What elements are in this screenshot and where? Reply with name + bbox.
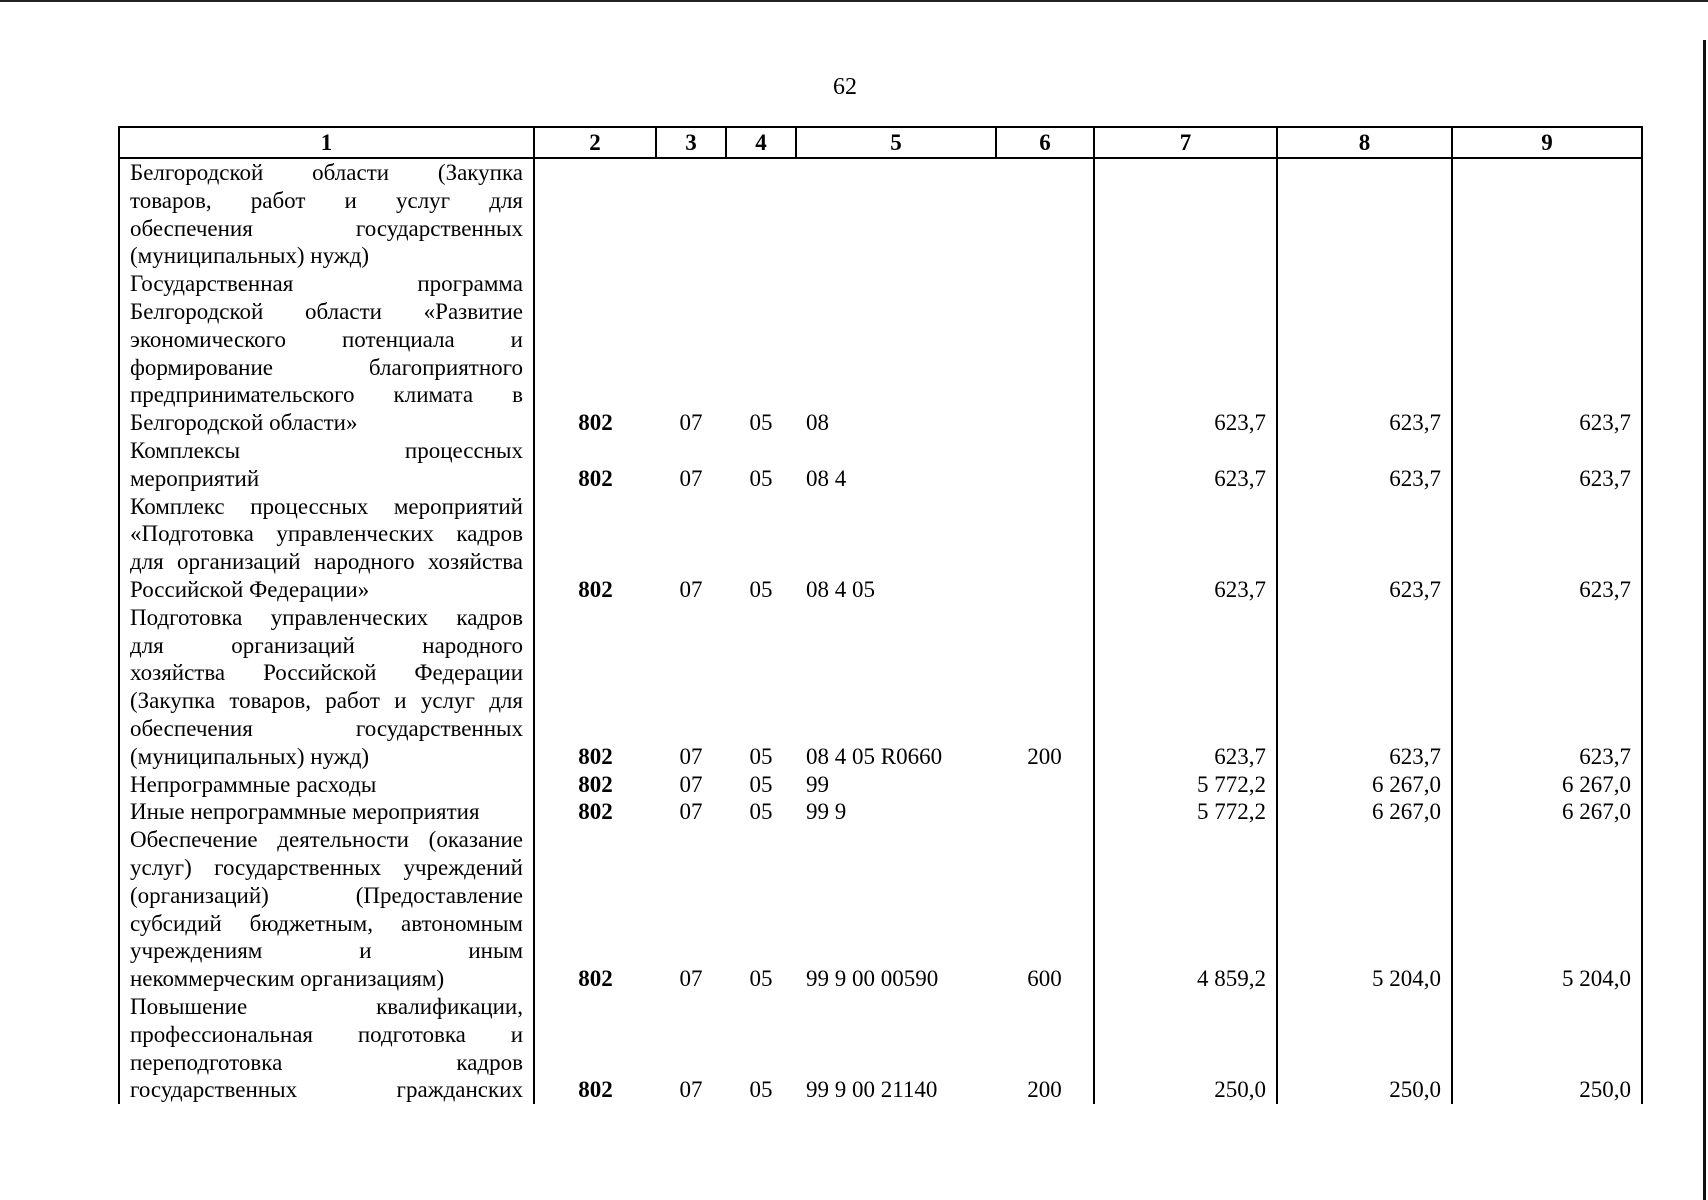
target-article-code: 99 9 (806, 799, 847, 825)
table-row (119, 993, 1642, 1104)
description-line: государственных гражданских (130, 1077, 523, 1103)
table-row (119, 826, 1642, 993)
description-line: Подготовка управленческих кадров (130, 604, 523, 630)
section-code: 07 (679, 465, 703, 491)
subsection-code: 05 (749, 799, 773, 825)
subsection-code: 05 (749, 966, 773, 992)
target-article-code: 08 (806, 410, 829, 436)
target-article-code (796, 158, 996, 270)
description-line: некоммерческим организациям) (130, 966, 445, 992)
amount-col-9: 6 267,0 (1452, 798, 1642, 826)
description-line: Комплексы процессных (130, 437, 523, 463)
expense-type-code (996, 270, 1094, 437)
description-line: учреждениям и иным (130, 938, 523, 964)
description-line: Белгородской области «Развитие (130, 298, 523, 324)
chapter-code: 802 (578, 799, 613, 825)
expense-type-code (996, 437, 1094, 493)
section-code (656, 158, 726, 270)
right-edge-rule (1703, 40, 1706, 1200)
amount-col-7 (1094, 158, 1277, 270)
expense-type-code: 200 (1027, 1077, 1062, 1103)
subsection-code: 05 (749, 410, 773, 436)
header-col-1: 1 (119, 127, 534, 158)
amount-col-9: 5 204,0 (1452, 826, 1642, 993)
expense-type-code (996, 158, 1094, 270)
amount-col-8: 623,7 (1277, 270, 1452, 437)
amount-col-7: 623,7 (1094, 604, 1277, 771)
section-code: 07 (679, 966, 703, 992)
budget-table-wrapper (118, 126, 1631, 1104)
chapter-code: 802 (578, 576, 613, 602)
description-line: Непрограммные расходы (130, 771, 377, 797)
amount-col-8: 6 267,0 (1277, 771, 1452, 799)
amount-col-9: 250,0 (1452, 993, 1642, 1104)
target-article-code: 99 (806, 771, 829, 797)
section-code: 07 (679, 771, 703, 797)
description-line: Повышение квалификации, (130, 993, 523, 1019)
amount-col-9: 623,7 (1452, 270, 1642, 437)
description-line: (муниципальных) нужд) (130, 243, 370, 269)
top-edge-rule (0, 0, 1708, 2)
row-description (119, 604, 534, 771)
header-row (119, 127, 1642, 158)
target-article-code: 99 9 00 21140 (806, 1077, 938, 1103)
row-description (119, 826, 534, 993)
header-col-7: 7 (1094, 127, 1277, 158)
row-description (119, 493, 534, 604)
amount-col-7: 623,7 (1094, 270, 1277, 437)
row-description (119, 993, 534, 1104)
description-line: для организаций народного хозяйства (130, 549, 523, 575)
table-row (119, 437, 1642, 493)
expense-type-code (996, 798, 1094, 826)
subsection-code: 05 (749, 743, 773, 769)
table-row (119, 604, 1642, 771)
description-line: «Подготовка управленческих кадров (130, 521, 523, 547)
target-article-code: 08 4 05 R0660 (806, 743, 943, 769)
row-description (119, 437, 534, 493)
row-description (119, 798, 534, 826)
expense-type-code: 200 (1027, 743, 1062, 769)
table-row (119, 158, 1642, 270)
subsection-code: 05 (749, 1077, 773, 1103)
header-col-6: 6 (996, 127, 1094, 158)
section-code: 07 (679, 576, 703, 602)
description-line: переподготовка кадров (130, 1049, 523, 1075)
header-col-5: 5 (796, 127, 996, 158)
description-line: Иные непрограммные мероприятия (130, 799, 480, 825)
description-line: товаров, работ и услуг для (130, 187, 523, 213)
description-line: обеспечения государственных (130, 215, 523, 241)
chapter-code: 802 (578, 1077, 613, 1103)
amount-col-9: 623,7 (1452, 604, 1642, 771)
header-col-4: 4 (726, 127, 796, 158)
amount-col-9: 623,7 (1452, 437, 1642, 493)
description-line: Белгородской области» (130, 410, 358, 436)
table-row (119, 493, 1642, 604)
header-col-8: 8 (1277, 127, 1452, 158)
row-description (119, 158, 534, 270)
amount-col-8: 623,7 (1277, 437, 1452, 493)
chapter-code: 802 (578, 465, 613, 491)
amount-col-9: 623,7 (1452, 493, 1642, 604)
header-col-9: 9 (1452, 127, 1642, 158)
amount-col-8: 5 204,0 (1277, 826, 1452, 993)
description-line: экономического потенциала и (130, 326, 523, 352)
chapter-code: 802 (578, 743, 613, 769)
amount-col-8: 6 267,0 (1277, 798, 1452, 826)
description-line: профессиональная подготовка и (130, 1021, 523, 1047)
amount-col-7: 4 859,2 (1094, 826, 1277, 993)
amount-col-8: 623,7 (1277, 493, 1452, 604)
table-body (119, 158, 1642, 1104)
expense-type-code (996, 493, 1094, 604)
section-code: 07 (679, 799, 703, 825)
header-col-3: 3 (656, 127, 726, 158)
table-row (119, 798, 1642, 826)
page-number: 62 (833, 74, 857, 100)
target-article-code: 08 4 05 (806, 576, 875, 602)
description-line: формирование благоприятного (130, 354, 523, 380)
target-article-code: 99 9 00 00590 (806, 966, 939, 992)
amount-col-8: 623,7 (1277, 604, 1452, 771)
amount-col-8: 250,0 (1277, 993, 1452, 1104)
description-line: Российской Федерации» (130, 576, 370, 602)
chapter-code: 802 (578, 771, 613, 797)
description-line: субсидий бюджетным, автономным (130, 910, 523, 936)
description-line: хозяйства Российской Федерации (130, 660, 523, 686)
chapter-code (534, 158, 656, 270)
table-row (119, 771, 1642, 799)
amount-col-7: 250,0 (1094, 993, 1277, 1104)
row-description (119, 270, 534, 437)
description-line: обеспечения государственных (130, 715, 523, 741)
subsection-code: 05 (749, 576, 773, 602)
description-line: Комплекс процессных мероприятий (130, 493, 523, 519)
amount-col-7: 623,7 (1094, 493, 1277, 604)
row-description (119, 771, 534, 799)
header-col-2: 2 (534, 127, 656, 158)
description-line: Обеспечение деятельности (оказание (130, 827, 523, 853)
expense-type-code (996, 771, 1094, 799)
subsection-code (726, 158, 796, 270)
amount-col-9 (1452, 158, 1642, 270)
subsection-code: 05 (749, 771, 773, 797)
description-line: мероприятий (130, 465, 260, 491)
description-line: услуг) государственных учреждений (130, 854, 523, 880)
description-line: для организаций народного (130, 632, 523, 658)
amount-col-7: 5 772,2 (1094, 771, 1277, 799)
target-article-code: 08 4 (806, 465, 847, 491)
chapter-code: 802 (578, 966, 613, 992)
description-line: предпринимательского климата в (130, 382, 523, 408)
subsection-code: 05 (749, 465, 773, 491)
budget-table (118, 126, 1643, 1104)
amount-col-9: 6 267,0 (1452, 771, 1642, 799)
description-line: (Закупка товаров, работ и услуг для (130, 688, 523, 714)
table-row (119, 270, 1642, 437)
description-line: Государственная программа (130, 271, 523, 297)
description-line: Белгородской области (Закупка (130, 160, 523, 185)
expense-type-code: 600 (1027, 966, 1062, 992)
section-code: 07 (679, 1077, 703, 1103)
amount-col-8 (1277, 158, 1452, 270)
section-code: 07 (679, 410, 703, 436)
amount-col-7: 623,7 (1094, 437, 1277, 493)
amount-col-7: 5 772,2 (1094, 798, 1277, 826)
description-line: (организаций) (Предоставление (130, 882, 523, 908)
description-line: (муниципальных) нужд) (130, 743, 370, 769)
chapter-code: 802 (578, 410, 613, 436)
section-code: 07 (679, 743, 703, 769)
